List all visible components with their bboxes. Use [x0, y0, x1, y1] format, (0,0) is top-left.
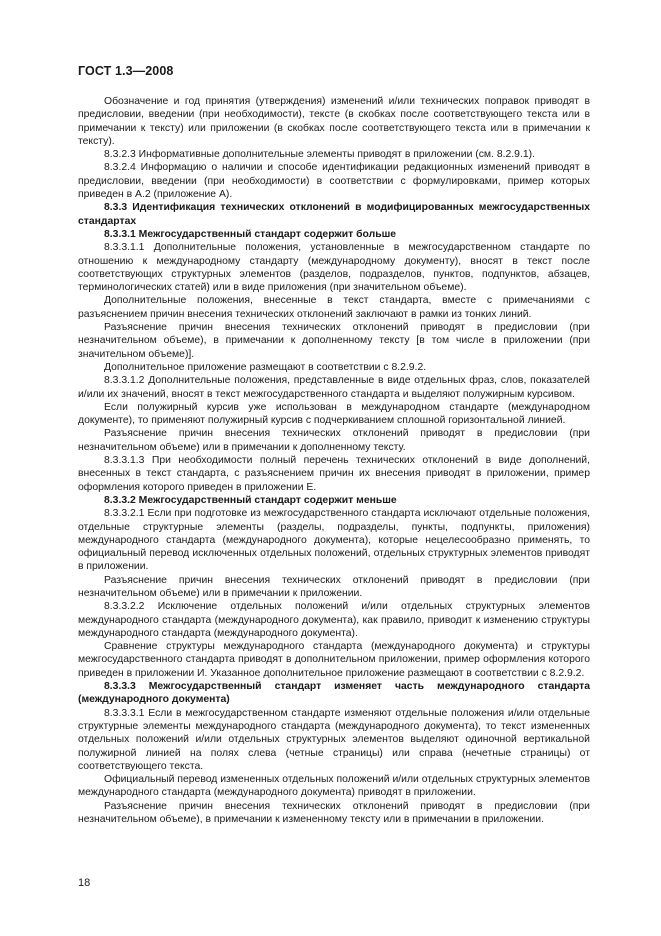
section-heading: 8.3.3.1 Межгосударственный стандарт содержит больше	[104, 228, 397, 240]
paragraph: Официальный перевод измененных отдельных положений и/или отдельных структурных элементов международного стандарта (международного документа) приводят в приложении.	[78, 774, 590, 799]
paragraph: Обозначение и год принятия (утверждения) изменений и/или технических поправок приводят в предисловии, введении (при необходимости), тексте (в скобках после соответствующего текста или в примечании к тексту) или приложении (в скобках после соответствующего текста или в примечании к тексту).	[78, 96, 590, 147]
paragraph: 8.3.3.2.2 Исключение отдельных положений и/или отдельных структурных элементов международного стандарта (международного документа), как правило, приводит к изменению структуры международного стандарта (международного документа).	[78, 601, 590, 639]
paragraph: Сравнение структуры международного стандарта (международного документа) и структуры межгосударственного стандарта приводят в дополнительном приложении, пример оформления которого приведен в приложении И. Указанное дополнительное приложение размещают в соответствии с 8.2.9.2.	[78, 641, 590, 679]
paragraph: Разъяснение причин внесения технических отклонений приводят в предисловии (при незначительном объеме), в примечании к дополненному тексту [в том числе в приложении (при значительном объеме)].	[78, 322, 590, 360]
paragraph: Разъяснение причин внесения технических отклонений приводят в предисловии (при незначительном объеме) или в примечании к приложении.	[78, 574, 590, 599]
paragraph: 8.3.3.1.1 Дополнительные положения, установленные в межгосударственном стандарте по отношению к международному стандарту (международному документу), вносят в текст после соответствующих структурных элементов (разделов, подразделов, пунктов, подпунктов, абзацев, терминологических статей) или в виде приложения (при значительном объеме).	[78, 242, 590, 294]
paragraph: 8.3.3.1.3 При необходимости полный перечень технических отклонений в виде дополнений, внесенных в текст стандарта, с разъяснением причин их внесения приводят в приложении, пример оформления которого приведен в приложении Е.	[78, 455, 590, 493]
paragraph: 8.3.3.1.2 Дополнительные положения, представленные в виде отдельных фраз, слов, показателей и/или их значений, вносят в текст межгосударственного стандарта и выделяют полужирным курсивом.	[78, 375, 590, 400]
page-number: 18	[78, 877, 91, 889]
paragraph: 8.3.2.3 Информативные дополнительные элементы приводят в приложении (см. 8.2.9.1).	[104, 149, 535, 161]
section-heading: 8.3.3 Идентификация технических отклонений в модифицированных межгосударственных стандартах	[78, 202, 590, 227]
section-heading: 8.3.3.2 Межгосударственный стандарт содержит меньше	[104, 494, 397, 506]
paragraph: 8.3.3.3.1 Если в межгосударственном стандарте изменяют отдельные положения и/или отдельные структурные элементы международного стандарта (международного документа), то текст измененных отдельных положений и/или отдельных структурных элементов выделяют одиночной вертикальной полужирной линией на полях слева (четные страницы) или справа (нечетные страницы) от соответствующего текста.	[78, 707, 590, 772]
paragraph: 8.3.3.2.1 Если при подготовке из межгосударственного стандарта исключают отдельные положения, отдельные структурные элементы (разделы, подразделы, пункты, подпункты, приложения) международного стандарта (международного документа), которые нецелесообразно применять, то официальный перевод исключенных отдельных положений, отдельных структурных элементов приводят в приложении.	[78, 508, 590, 573]
paragraph: Дополнительные положения, внесенные в текст стандарта, вместе с примечаниями с разъяснением причин внесения технических отклонений заключают в рамки из тонких линий.	[78, 295, 590, 320]
section-heading: 8.3.3.3 Межгосударственный стандарт изменяет часть международного стандарта (международного документа)	[78, 681, 590, 706]
paragraph: Разъяснение причин внесения технических отклонений приводят в предисловии (при незначительном объеме), в примечании к измененному тексту или в примечании в приложении.	[78, 800, 590, 826]
paragraph: 8.3.2.4 Информацию о наличии и способе идентификации редакционных изменений приводят в предисловии, введении (при необходимости) в соответствии с формулировками, пример которых приведен в А.2 (приложение А).	[78, 162, 590, 201]
paragraph: Дополнительное приложение размещают в соответствии с 8.2.9.2.	[104, 361, 427, 373]
document-header: ГОСТ 1.3—2008	[78, 64, 174, 78]
body-text	[78, 95, 590, 826]
paragraph: Если полужирный курсив уже использован в международном стандарте (международном документе), то применяют полужирный курсив с подчеркиванием сплошной горизонтальной линией.	[78, 401, 590, 427]
paragraph: Разъяснение причин внесения технических отклонений приводят в предисловии (при незначительном объеме) или в примечании к дополненному тексту.	[78, 428, 590, 453]
